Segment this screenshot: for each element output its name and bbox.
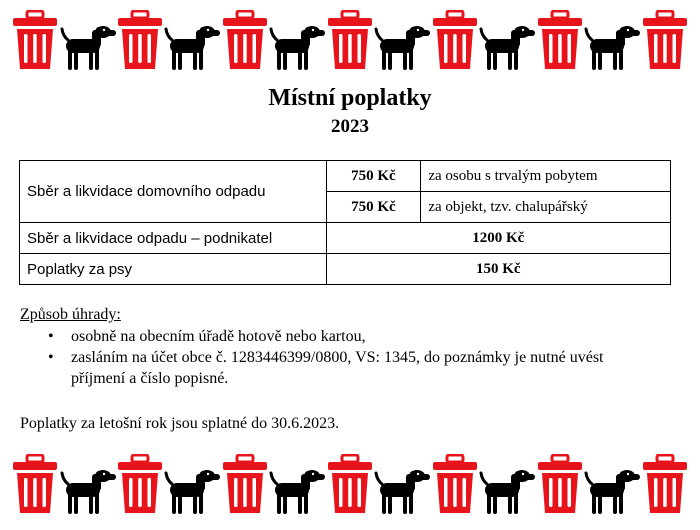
dog-icon [583, 468, 641, 521]
trash-bin-icon [432, 10, 478, 75]
fee-amount: 750 Kč [326, 161, 421, 192]
due-date-note: Poplatky za letošní rok jsou splatné do 30.6.2023. [20, 415, 340, 432]
dog-icon [268, 468, 326, 521]
trash-bin-icon [432, 454, 478, 519]
trash-bin-icon [222, 10, 268, 75]
table-row [20, 161, 671, 192]
trash-bin-icon [117, 454, 163, 519]
list-item: • zasláním na účet obce č. 1283446399/0800, VS: 1345, do poznámky je nutné uvést příjmení a číslo popisné. [20, 347, 620, 389]
business-waste-amount: 1200 Kč [326, 223, 671, 254]
dog-icon [59, 24, 117, 77]
trash-bin-icon [537, 10, 583, 75]
trash-bin-icon [642, 454, 688, 519]
dog-fee-amount: 150 Kč [326, 254, 671, 285]
trash-bin-icon [12, 454, 58, 519]
business-waste-label: Sběr a likvidace odpadu – podnikatel [20, 223, 327, 254]
dog-icon [373, 24, 431, 77]
trash-bin-icon [642, 10, 688, 75]
fee-note: za osobu s trvalým pobytem [421, 161, 671, 192]
trash-bin-icon [327, 454, 373, 519]
dog-icon [163, 24, 221, 77]
dog-icon [59, 468, 117, 521]
page-title: Místní poplatky [268, 85, 432, 111]
trash-bin-icon [222, 454, 268, 519]
list-item: • osobně na obecním úřadě hotově nebo kartou, [20, 326, 620, 347]
trash-bin-icon [327, 10, 373, 75]
payment-methods-list [20, 326, 620, 389]
table-row [20, 223, 671, 254]
trash-bin-icon [537, 454, 583, 519]
dog-icon [478, 468, 536, 521]
dog-icon [373, 468, 431, 521]
top-decorative-border [0, 8, 700, 72]
fee-amount: 750 Kč [326, 192, 421, 223]
bottom-decorative-border [0, 452, 700, 516]
fee-note: za objekt, tzv. chalupářský [421, 192, 671, 223]
dog-icon [478, 24, 536, 77]
trash-bin-icon [117, 10, 163, 75]
page-year: 2023 [331, 116, 369, 137]
table-row [20, 254, 671, 285]
payment-heading: Způsob úhrady: [20, 306, 121, 323]
dog-icon [583, 24, 641, 77]
dog-icon [163, 468, 221, 521]
trash-bin-icon [12, 10, 58, 75]
dog-icon [268, 24, 326, 77]
dog-fee-label: Poplatky za psy [20, 254, 327, 285]
household-waste-label: Sběr a likvidace domovního odpadu [20, 161, 327, 223]
fees-table [19, 160, 671, 285]
